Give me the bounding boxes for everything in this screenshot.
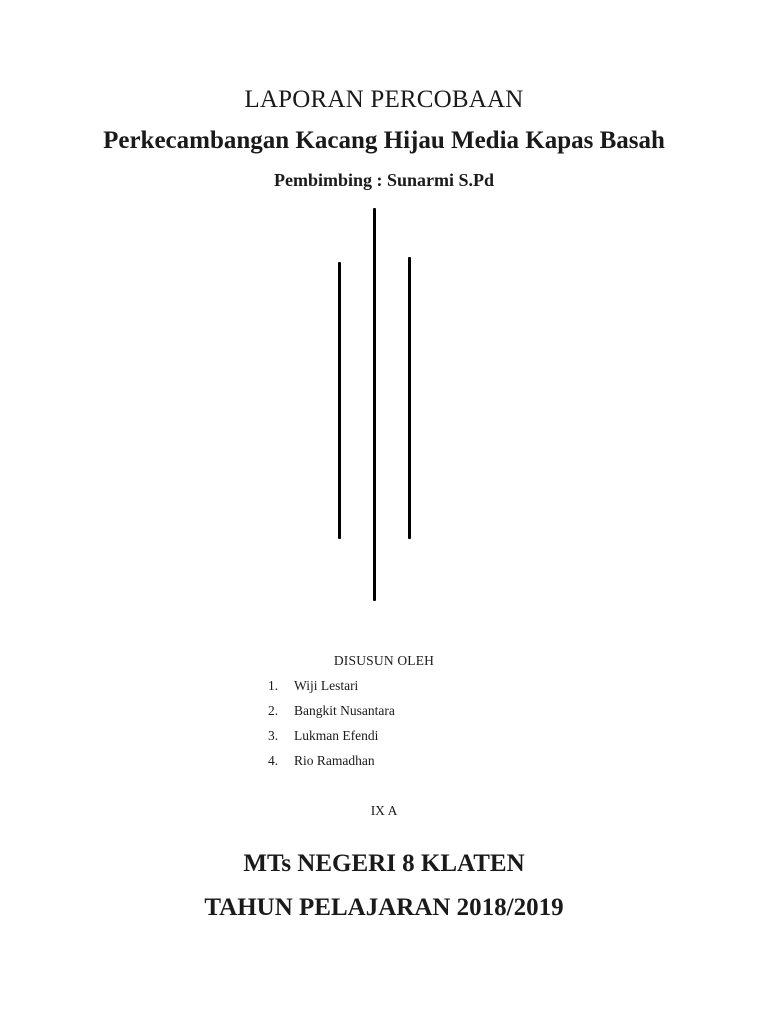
member-name: Bangkit Nusantara — [294, 703, 395, 718]
member-number: 3. — [268, 728, 279, 743]
member-list — [268, 677, 395, 777]
member-number: 2. — [268, 703, 279, 718]
member-number: 1. — [268, 678, 279, 693]
member-name: Rio Ramadhan — [294, 753, 375, 768]
member-number: 4. — [268, 753, 279, 768]
class-label: IX A — [370, 803, 398, 818]
member-name: Wiji Lestari — [294, 678, 359, 693]
academic-year: TAHUN PELAJARAN 2018/2019 — [204, 894, 564, 921]
report-title: LAPORAN PERCOBAAN — [244, 86, 524, 113]
member-list-item — [268, 727, 395, 752]
report-subtitle: Perkecambangan Kacang Hijau Media Kapas Basah — [103, 127, 665, 154]
composed-by-heading: DISUSUN OLEH — [333, 653, 435, 668]
school-name: MTs NEGERI 8 KLATEN — [243, 850, 525, 877]
decorative-vertical-line-center — [373, 208, 377, 601]
member-name: Lukman Efendi — [294, 728, 379, 743]
member-list-item — [268, 752, 395, 777]
member-list-item — [268, 702, 395, 727]
decorative-vertical-line-right — [408, 257, 411, 539]
member-list-item — [268, 677, 395, 702]
decorative-vertical-line-left — [338, 262, 341, 539]
supervisor-line: Pembimbing : Sunarmi S.Pd — [273, 170, 495, 190]
